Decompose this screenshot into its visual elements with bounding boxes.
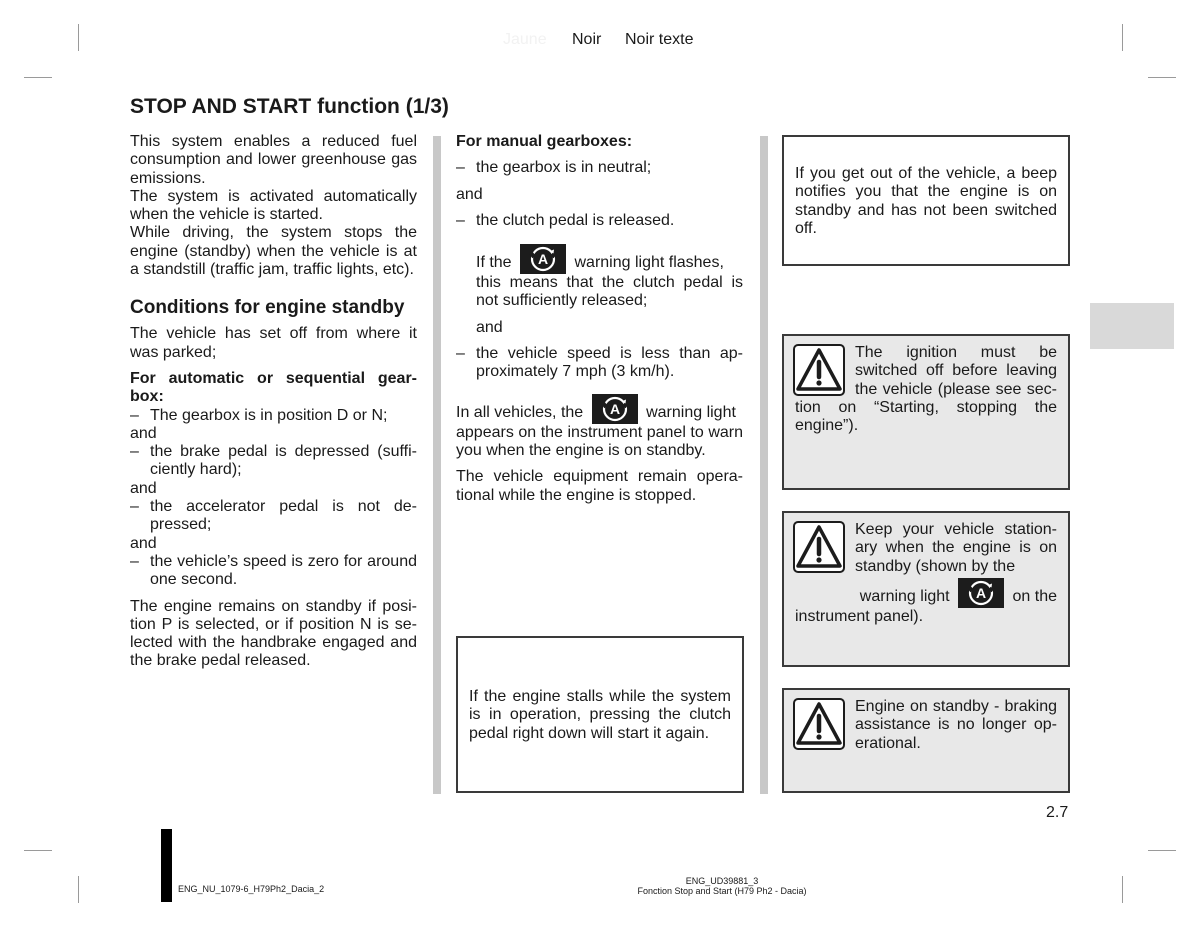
footer-center-code: ENG_UD39881_3	[685, 876, 759, 886]
svg-text:A: A	[976, 584, 987, 601]
on-the-text: on the	[1012, 587, 1057, 605]
list-item: – the vehicle speed is less than ap-proximately 7 mph (3 km/h).	[456, 345, 743, 382]
list-item: – the accelerator pedal is not de-pressed;	[130, 498, 417, 535]
auto-stop-a-icon	[520, 244, 566, 274]
page-title: STOP AND START function (1/3)	[130, 95, 449, 118]
warning-light-text: warning light	[646, 403, 736, 421]
manual-gearbox-title: For manual gearboxes:	[456, 133, 633, 150]
intro-paragraph: This system enables a reduced fuel consumption and lower greenhouse gas emissions.	[130, 133, 417, 187]
instrument-panel-text: instrument panel).	[795, 607, 924, 625]
all-vehicles-text: In all vehicles, the	[456, 403, 584, 421]
footer-bar	[161, 829, 172, 902]
intro-paragraph: The system is activated automatically when the vehicle is started.	[130, 187, 417, 224]
warning-box	[782, 688, 1070, 793]
and-text: and	[130, 479, 157, 497]
footer-center-sub: Fonction Stop and Start (H79 Ph2 - Dacia)	[637, 886, 807, 896]
set-off-text: The vehicle has set off from where it was parked;	[130, 325, 417, 361]
svg-text:A: A	[609, 400, 620, 417]
and-text: and	[130, 424, 157, 442]
crop-mark	[1148, 850, 1176, 851]
column-1	[130, 133, 417, 671]
warning-text	[795, 344, 1057, 435]
section-heading: Conditions for engine standby	[130, 297, 405, 319]
warning-triangle-icon	[793, 698, 845, 750]
crop-mark	[78, 876, 79, 903]
beep-box-text: If you get out of the vehicle, a beep notifies you that the engine is on standby and has not been switched off.	[795, 165, 1057, 237]
info-box	[456, 636, 744, 793]
warning-light-text: warning light	[859, 587, 950, 605]
flash-paragraph	[456, 244, 743, 337]
crop-mark	[24, 77, 52, 78]
crop-mark	[24, 850, 52, 851]
auto-stop-a-icon	[592, 394, 638, 424]
all-vehicles-continued: appears on the instrument panel to warn you when the engine is on standby.	[456, 423, 743, 459]
list-item: – the brake pedal is depressed (suffi-ciently hard);	[130, 443, 417, 480]
and-text: and	[476, 318, 503, 336]
intro-paragraph: While driving, the system stops the engine (standby) when the vehicle is at a standstill (traffic jam, traffic lights, etc).	[130, 224, 417, 279]
crop-mark	[1122, 876, 1123, 903]
footer-center	[600, 876, 844, 896]
color-label-noir-texte: Noir texte	[625, 31, 694, 48]
auto-stop-a-icon	[958, 578, 1004, 608]
crop-mark	[78, 24, 79, 51]
if-the-text: If the	[476, 254, 512, 272]
stall-box-text: If the engine stalls while the system is in operation, pressing the clutch pedal right down will start it again.	[469, 688, 731, 742]
column-separator	[433, 136, 441, 794]
all-vehicles-paragraph	[456, 394, 743, 461]
warning-box	[782, 334, 1070, 490]
warning-text	[795, 521, 1057, 626]
flash-continued: this means that the clutch pedal is not sufficiently released;	[476, 274, 743, 310]
crop-mark	[1122, 24, 1123, 51]
color-label-noir: Noir	[572, 31, 602, 48]
and-text: and	[130, 534, 157, 552]
section-tab	[1090, 303, 1174, 349]
ignition-warning-text: The ignition must be switched off before leaving the vehicle (please see sec-tion on “Starting, stopping the engine”).	[795, 344, 1057, 435]
list-item: – the vehicle’s speed is zero for around one second.	[130, 553, 417, 590]
equipment-paragraph: The vehicle equipment remain opera-tional while the engine is stopped.	[456, 468, 743, 504]
info-box	[782, 135, 1070, 266]
list-item: – the clutch pedal is released.	[456, 212, 743, 230]
auto-gearbox-title: For automatic or sequential gear-box:	[130, 369, 417, 406]
list-item: – The gearbox is in position D or N;	[130, 407, 417, 425]
crop-mark	[1148, 77, 1176, 78]
page-number: 2.7	[1046, 804, 1069, 821]
column-2	[456, 133, 743, 505]
remains-paragraph: The engine remains on standby if posi-tion P is selected, or if position N is se-lected with the handbrake engaged and the brake pedal released.	[130, 597, 417, 670]
color-label-jaune: Jaune	[503, 31, 547, 48]
braking-warning-text: Engine on standby - braking assistance is no longer op-erational.	[855, 698, 1057, 752]
list-item: – the gearbox is in neutral;	[456, 159, 743, 177]
and-text: and	[456, 185, 483, 203]
warning-box	[782, 511, 1070, 667]
column-separator	[760, 136, 768, 794]
flash-text: warning light flashes,	[574, 254, 724, 272]
stationary-warning-text: Keep your vehicle station-ary when the engine is on standby (shown by the	[855, 521, 1057, 575]
footer-left-code: ENG_NU_1079-6_H79Ph2_Dacia_2	[178, 884, 325, 894]
svg-text:A: A	[537, 251, 549, 268]
